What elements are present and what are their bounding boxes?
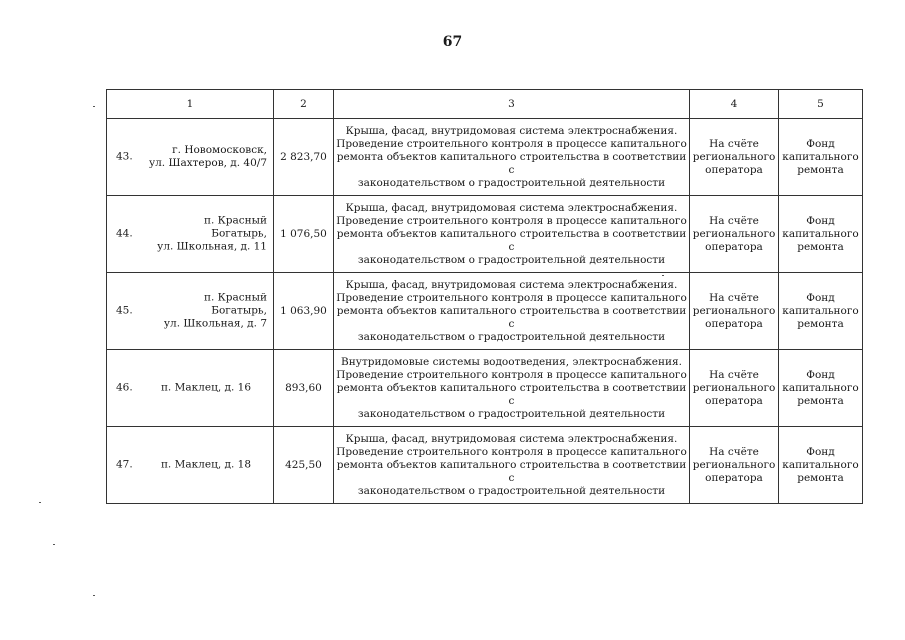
works-line: ремонта объектов капитального строительства в соответствии с <box>336 381 687 407</box>
source-line: ремонта <box>797 471 844 484</box>
address-line: г. Новомосковск, <box>172 144 267 156</box>
method-line: На счёте <box>709 445 759 458</box>
works-line: ремонта объектов капитального строительства в соответствии с <box>336 304 687 330</box>
method-line: оператора <box>705 163 763 176</box>
works-line: Проведение строительного контроля в процессе капитального <box>336 445 687 458</box>
works-line: Проведение строительного контроля в процессе капитального <box>336 291 687 304</box>
funding-method-cell <box>690 273 779 350</box>
funding-method-cell <box>690 196 779 273</box>
method-line: регионального <box>692 304 776 317</box>
works-line: Проведение строительного контроля в процессе капитального <box>336 368 687 381</box>
address-cell <box>107 196 274 273</box>
column-header: 5 <box>779 90 863 119</box>
address-line: ул. Школьная, д. 11 <box>157 240 267 253</box>
method-line: регионального <box>692 381 776 394</box>
source-line: ремонта <box>797 240 844 253</box>
scan-speck <box>53 544 55 545</box>
works-line: Проведение строительного контроля в процессе капитального <box>336 137 687 150</box>
row-number: 45. <box>116 304 133 317</box>
works-line: ремонта объектов капитального строительства в соответствии с <box>336 227 687 253</box>
works-cell <box>334 350 690 427</box>
works-cell <box>334 119 690 196</box>
address-cell <box>107 427 274 504</box>
area-cell: 2 823,70 <box>274 119 334 196</box>
source-line: Фонд <box>806 368 835 381</box>
source-line: капитального <box>782 381 859 394</box>
works-line: Проведение строительного контроля в процессе капитального <box>336 214 687 227</box>
works-cell <box>334 273 690 350</box>
address-cell <box>107 350 274 427</box>
funding-source-cell <box>779 196 863 273</box>
table-row <box>107 119 863 196</box>
row-number: 47. <box>116 458 133 471</box>
header-row <box>107 90 863 119</box>
table-row <box>107 350 863 427</box>
source-line: ремонта <box>797 394 844 407</box>
funding-source-cell <box>779 273 863 350</box>
works-line: Крыша, фасад, внутридомовая система электроснабжения. <box>345 201 678 214</box>
source-line: Фонд <box>806 137 835 150</box>
method-line: оператора <box>705 240 763 253</box>
scan-speck <box>39 502 41 503</box>
address-text <box>147 144 267 170</box>
source-line: капитального <box>782 227 859 240</box>
address-text <box>147 292 267 331</box>
method-line: оператора <box>705 317 763 330</box>
address-line: п. Маклец, д. 18 <box>160 458 251 471</box>
repair-program-table <box>106 89 863 504</box>
method-line: На счёте <box>709 368 759 381</box>
table-row <box>107 196 863 273</box>
source-line: капитального <box>782 150 859 163</box>
funding-method-cell <box>690 119 779 196</box>
address-text <box>147 459 251 472</box>
funding-source-cell <box>779 350 863 427</box>
method-line: оператора <box>705 471 763 484</box>
works-line: Крыша, фасад, внутридомовая система электроснабжения. <box>345 278 678 291</box>
column-header: 3 <box>334 90 690 119</box>
source-line: капитального <box>782 304 859 317</box>
works-line: ремонта объектов капитального строительства в соответствии с <box>336 150 687 176</box>
works-line: законодательством о градостроительной деятельности <box>357 407 666 420</box>
method-line: регионального <box>692 458 776 471</box>
works-cell <box>334 196 690 273</box>
method-line: На счёте <box>709 291 759 304</box>
row-number: 46. <box>116 381 133 394</box>
area-cell: 893,60 <box>274 350 334 427</box>
funding-source-cell <box>779 119 863 196</box>
scan-speck <box>93 595 95 596</box>
source-line: капитального <box>782 458 859 471</box>
works-line: законодательством о градостроительной деятельности <box>357 330 666 343</box>
funding-method-cell <box>690 350 779 427</box>
address-line: ул. Школьная, д. 7 <box>163 317 267 330</box>
works-line: Внутридомовые системы водоотведения, электроснабжения. <box>341 355 682 368</box>
area-cell: 1 076,50 <box>274 196 334 273</box>
works-line: законодательством о градостроительной деятельности <box>357 253 666 266</box>
address-line: ул. Шахтеров, д. 40/7 <box>148 157 267 169</box>
method-line: регионального <box>692 227 776 240</box>
source-line: Фонд <box>806 445 835 458</box>
works-cell <box>334 427 690 504</box>
method-line: оператора <box>705 394 763 407</box>
page-number: 67 <box>442 34 463 50</box>
source-line: Фонд <box>806 291 835 304</box>
address-cell <box>107 273 274 350</box>
column-header: 1 <box>107 90 274 119</box>
source-line: Фонд <box>806 214 835 227</box>
scan-speck <box>93 106 95 107</box>
address-text <box>147 215 267 254</box>
method-line: На счёте <box>709 137 759 150</box>
area-cell: 425,50 <box>274 427 334 504</box>
source-line: ремонта <box>797 317 844 330</box>
works-line: ремонта объектов капитального строительства в соответствии с <box>336 458 687 484</box>
method-line: На счёте <box>709 214 759 227</box>
address-text <box>147 382 251 395</box>
method-line: регионального <box>692 150 776 163</box>
funding-method-cell <box>690 427 779 504</box>
address-cell <box>107 119 274 196</box>
row-number: 43. <box>116 150 133 163</box>
source-line: ремонта <box>797 163 844 176</box>
table-row <box>107 427 863 504</box>
area-cell: 1 063,90 <box>274 273 334 350</box>
address-line: п. Маклец, д. 16 <box>160 381 251 394</box>
works-line: Крыша, фасад, внутридомовая система электроснабжения. <box>345 124 678 137</box>
funding-source-cell <box>779 427 863 504</box>
address-line: п. Красный Богатырь, <box>203 291 267 317</box>
row-number: 44. <box>116 227 133 240</box>
works-line: законодательством о градостроительной деятельности <box>357 484 666 497</box>
address-line: п. Красный Богатырь, <box>203 214 267 240</box>
works-line: законодательством о градостроительной деятельности <box>357 176 666 189</box>
table-row <box>107 273 863 350</box>
column-header: 4 <box>690 90 779 119</box>
works-line: Крыша, фасад, внутридомовая система электроснабжения. <box>345 432 678 445</box>
column-header: 2 <box>274 90 334 119</box>
